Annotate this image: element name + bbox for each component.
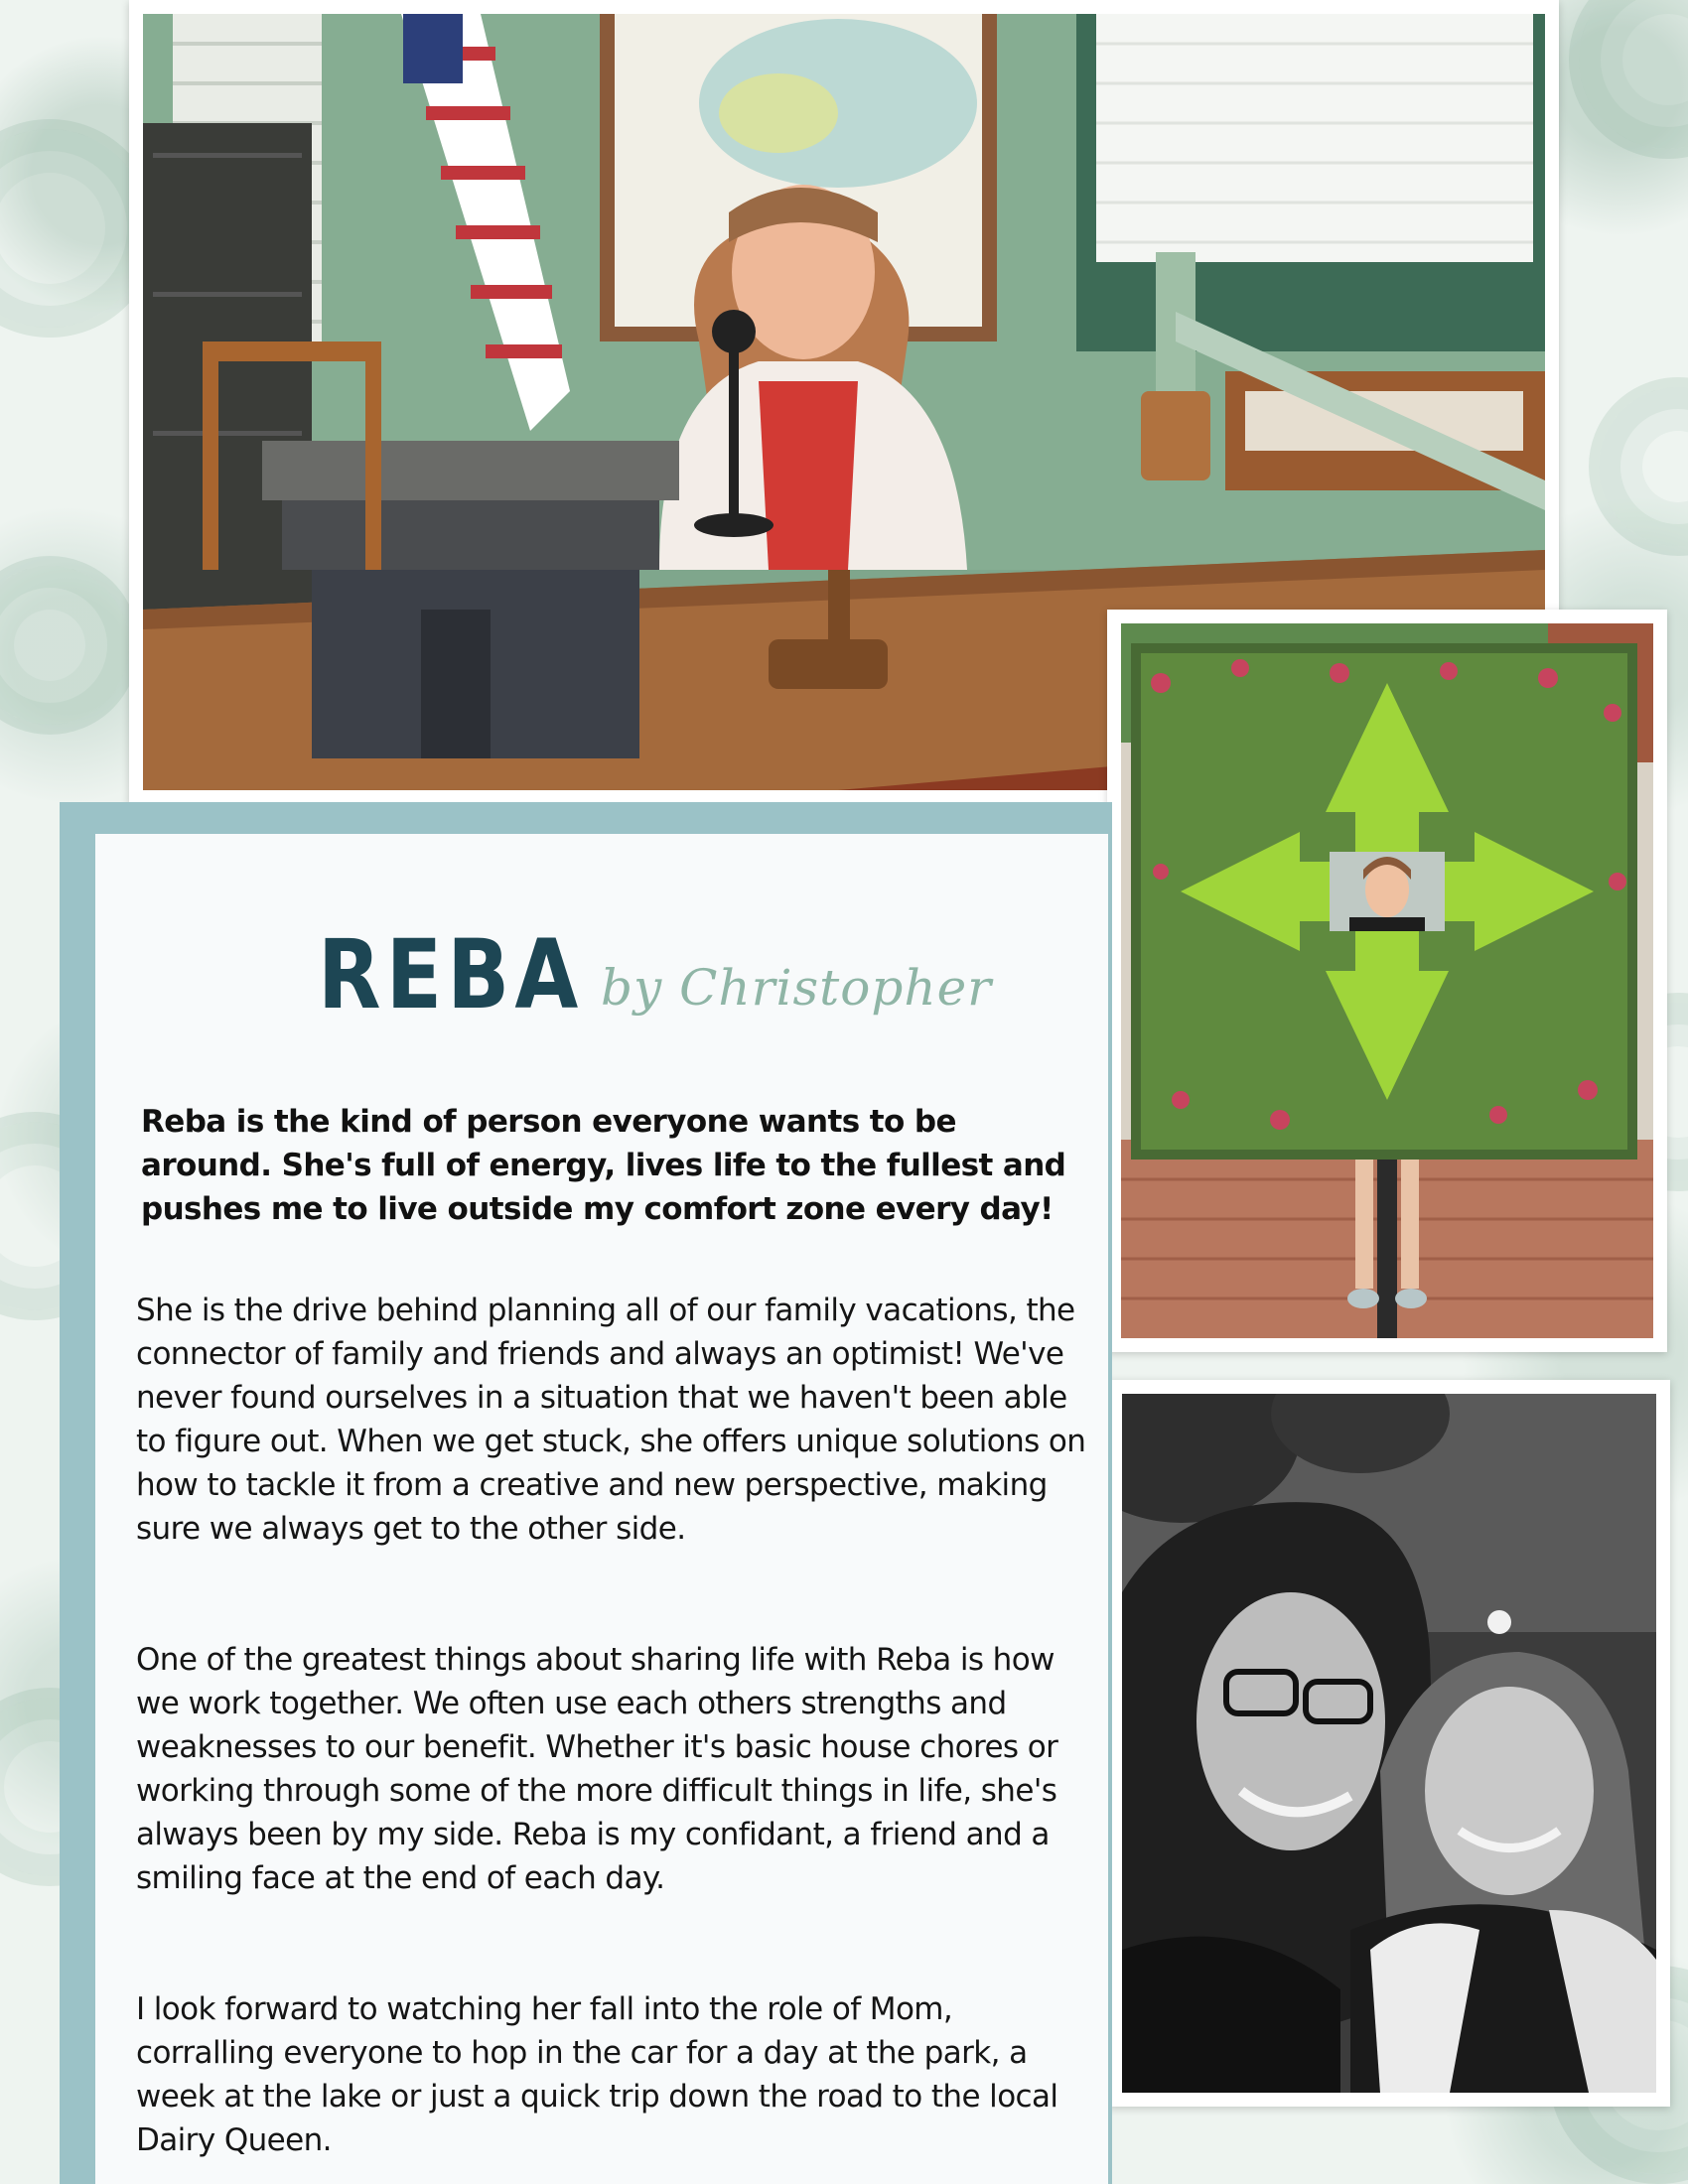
photo-selfie-image (1122, 1394, 1656, 2093)
title-byline: by Christopher (601, 959, 993, 1017)
title-name: REBA (318, 919, 584, 1030)
body-paragraph-2: One of the greatest things about sharing life with Reba is how we work together. We often use each others strengths and weaknesses to our benefit. Whether it's basic house chores or working through some of the more difficult things in life, she's always been by my side. Reba is my confidant, a friend and a smiling face at the end of each day. (136, 1642, 1058, 1896)
body-paragraph-3: I look forward to watching her fall into the role of Mom, corralling everyone to hop in the car for a day at the park, a week at the lake or just a quick trip down the road to the local Dairy Queen. (136, 1991, 1058, 2158)
photo-flower-frame-image (1121, 623, 1653, 1338)
photo-flower-frame (1107, 610, 1667, 1352)
photo-selfie-bw (1108, 1380, 1670, 2107)
lead-paragraph: Reba is the kind of person everyone wants to be around. She's full of energy, lives life to the fullest and pushes me to live outside my comfort zone every day! (141, 1104, 1066, 1227)
title-block (318, 919, 1013, 1048)
body-paragraph-1: She is the drive behind planning all of our family vacations, the connector of family and friends and always an optimist! We've never found ourselves in a situation that we haven't been able to figure out. When we get stuck, she offers unique solutions on how to tackle it from a creative and new perspective, making sure we always get to the other side. (136, 1293, 1086, 1547)
